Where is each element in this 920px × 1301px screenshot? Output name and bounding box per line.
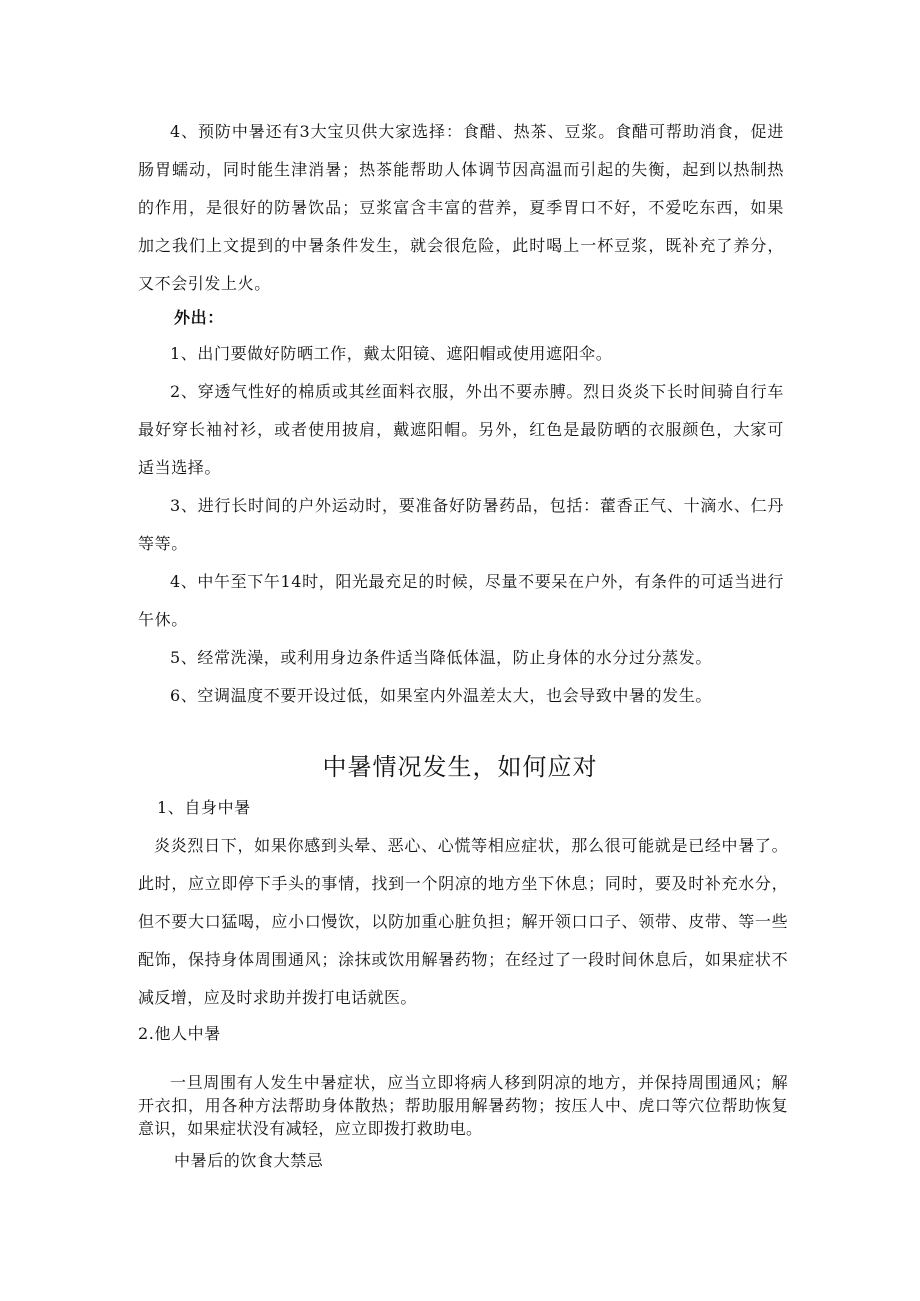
outing-item-6: 6、空调温度不要开设过低，如果室内外温差太大，也会导致中暑的发生。	[170, 686, 712, 705]
outing-item-4: 4、中午至下午14时，阳光最充足的时候，尽量不要呆在户外，有条件的可适当进行午休。	[138, 572, 784, 629]
outing-item-5: 5、经常洗澡，或利用身边条件适当降低体温，防止身体的水分过分蒸发。	[170, 648, 712, 667]
outing-item-3: 3、进行长时间的户外运动时，要准备好防暑药品，包括：藿香正气、十滴水、仁丹等等。	[138, 496, 784, 553]
outing-item-1: 1、出门要做好防晒工作，戴太阳镜、遮阳帽或使用遮阳伞。	[170, 344, 613, 363]
self-heatstroke-heading: 1、自身中暑	[157, 798, 251, 817]
self-heatstroke-body: 炎炎烈日下，如果你感到头晕、恶心、心慌等相应症状，那么很可能就是已经中暑了。此时，应立即停下手头的事情，找到一个阴凉的地方坐下休息；同时，要及时补充水分，但不要大口猛喝，应小口慢饮，以防加重心脏负担；解开领口口子、领带、皮带、等一些配饰，保持身体周围通风；涂抹或饮用解暑药物；在经过了一段时间休息后，如果症状不减反增，应及时求助并拨打电话就医。	[138, 836, 788, 1007]
others-heatstroke-heading: 2.他人中暑	[138, 1024, 221, 1043]
others-heatstroke-body: 一旦周围有人发生中暑症状，应当立即将病人移到阴凉的地方，并保持周围通风；解开衣扣，用各种方法帮助身体散热；帮助服用解暑药物；按压人中、虎口等穴位帮助恢复意识，如果症状没有减轻，应立即拨打救助电。	[138, 1073, 788, 1138]
outing-item-2: 2、穿透气性好的棉质或其丝面料衣服，外出不要赤膊。烈日炎炎下长时间骑自行车最好穿长袖衬衫，或者使用披肩，戴遮阳帽。另外，红色是最防晒的衣服颜色，大家可适当选择。	[138, 382, 784, 477]
paragraph-three-treasures: 4、预防中暑还有3大宝贝供大家选择：食醋、热茶、豆浆。食醋可帮助消食，促进肠胃蠕动，同时能生津消暑；热茶能帮助人体调节因高温而引起的失衡，起到以热制热的作用，是很好的防暑饮品；豆浆富含丰富的营养，夏季胃口不好，不爱吃东西，如果加之我们上文提到的中暑条件发生，就会很危险，此时喝上一杯豆浆，既补充了养分，又不会引发上火。	[138, 122, 784, 293]
section-title: 中暑情况发生，如何应对	[322, 753, 598, 781]
diet-taboos-heading: 中暑后的饮食大禁忌	[174, 1151, 324, 1170]
outing-heading: 外出：	[174, 308, 224, 327]
